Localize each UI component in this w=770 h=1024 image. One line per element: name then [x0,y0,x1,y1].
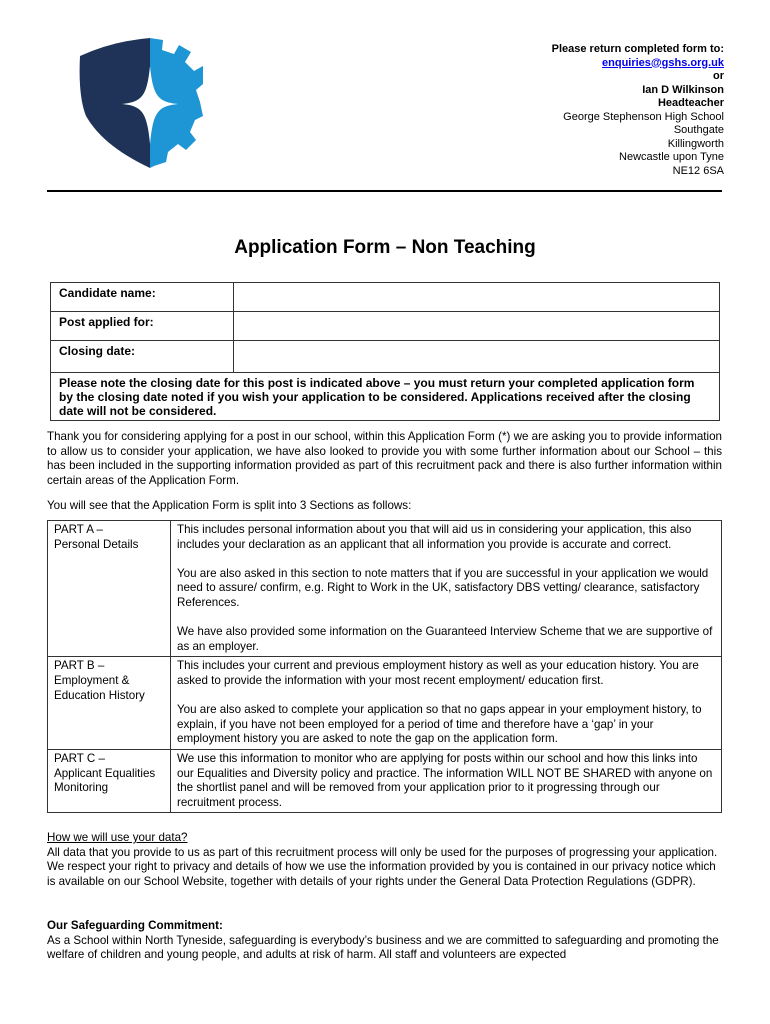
return-line: Please return completed form to: [551,43,724,55]
part-c-cell [48,749,171,812]
part-c-description [171,749,722,812]
contact-role: Headteacher [657,97,724,109]
candidate-table [50,282,720,421]
description-paragraph: You are also asked in this section to note matters that if you are successful in your application we would need to assure/ confirm, e.g. Right to Work in the UK, satisfactory DBS vetting/ clearance, satisfactory References. [177,566,709,609]
address-line: Southgate [673,124,724,136]
description-paragraph: You are also asked to complete your application so that no gaps appear in your employment history, to explain, if you have not been employed for a period of time and therefore have a ‘gap’ in your employment history you are asked to note the gap on the application form. [177,703,702,746]
address-line: George Stephenson High School [563,110,724,123]
part-b-cell [48,657,171,750]
return-address [424,43,724,178]
safeguarding-heading: Our Safeguarding Commitment: [47,919,223,932]
closing-date-note: Please note the closing date for this post is indicated above – you must return your completed application form by the closing date noted if you wish your application to be considered. Applications received after the closing date will not be considered. [51,373,720,421]
address-line: NE12 6SA [672,164,724,177]
candidate-name-field[interactable] [234,283,720,312]
post-applied-field[interactable] [234,312,720,341]
intro-paragraph: Thank you for considering applying for a post in our school, within this Application Form (*) we are asking you to provide information to allow us to consider your application, we have also looked to provide you with some further information about our School – this has been included in the supporting information provided as part of this recruitment pack and there is also further information within certain areas of the Application Form. [47,430,722,487]
description-paragraph: We use this information to monitor who are applying for posts within our school and how this links into our Equalities and Diversity policy and practice. The information WILL NOT BE SHARED with anyone on the shortlist panel and will be removed from your application prior to it progressing through our recruitment process. [177,751,713,809]
table-row [48,657,722,750]
part-label: PART C – [54,751,105,765]
closing-date-label: Closing date: [51,341,234,373]
table-row [48,521,722,657]
description-paragraph: This includes your current and previous employment history as well as your education history. You are asked to provide the information with your most recent employment/ education first. [177,659,699,687]
post-applied-label: Post applied for: [51,312,234,341]
closing-date-field[interactable] [234,341,720,373]
page-title: Application Form – Non Teaching [234,237,536,258]
part-label: PART B – [54,659,105,673]
candidate-name-label: Candidate name: [51,283,234,312]
email-link[interactable]: enquiries@gshs.org.uk [602,56,724,69]
part-a-cell [48,521,171,657]
part-name: Personal Details [54,537,139,551]
part-name: Applicant Equalities Monitoring [54,766,156,795]
data-use-section [47,831,722,889]
part-b-description [171,657,722,750]
address-line: Killingworth [667,137,724,150]
or-text: or [713,70,724,82]
part-label: PART A – [54,523,103,536]
table-row [51,283,720,312]
sections-intro: You will see that the Application Form is split into 3 Sections as follows: [47,499,412,512]
safeguarding-body: As a School within North Tyneside, safeguarding is everybody’s business and we are committed to safeguarding and promoting the welfare of children and young people, and adults at risk of harm. All staff and volunteers are expected [47,933,719,962]
sections-table [47,520,722,813]
data-use-heading: How we will use your data? [47,831,188,844]
description-paragraph: We have also provided some information on the Guaranteed Interview Scheme that we are supportive of as an employer. [177,625,713,653]
school-logo [78,36,203,171]
table-row [51,373,720,421]
part-a-description [171,521,722,657]
table-row [51,341,720,373]
table-row [51,312,720,341]
address-line: Newcastle upon Tyne [619,151,724,163]
safeguarding-section [47,919,722,963]
data-use-body: All data that you provide to us as part of this recruitment process will only be used for the purposes of progressing your application. We respect your right to privacy and details of how we use the information provided by you is contained in our privacy notice which is available on our School Website, together with details of your rights under the General Data Protection Regulations (GDPR). [47,845,718,888]
part-name: Employment & Education History [54,673,145,702]
header-divider [47,190,722,192]
description-paragraph: This includes personal information about you that will aid us in considering your application, this also includes your declaration as an applicant that all information you provide is accurate and correct. [177,523,692,551]
table-row [48,749,722,812]
contact-name: Ian D Wilkinson [642,83,724,96]
